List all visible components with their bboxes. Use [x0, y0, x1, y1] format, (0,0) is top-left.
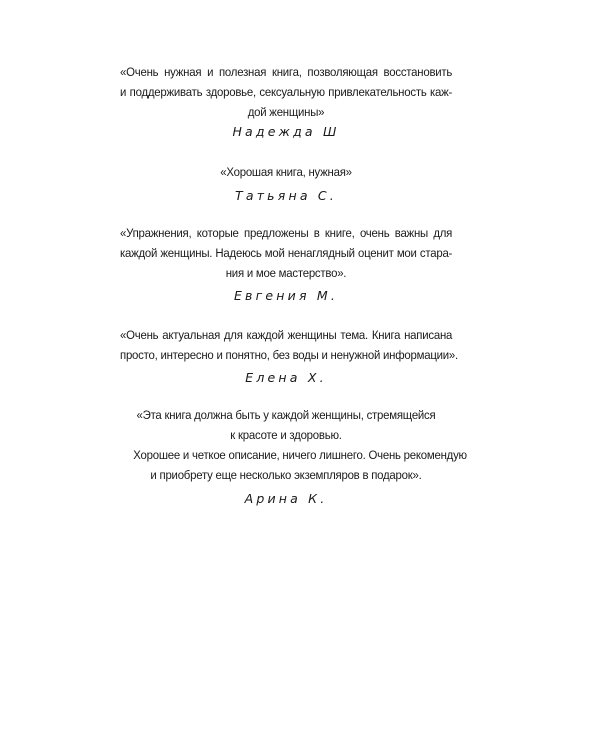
- testimonial-quote: [120, 405, 467, 485]
- testimonial-author: Евгения М.: [233, 288, 339, 303]
- quote-line: и поддерживать здоровье, сексуальную привлекательность каж-: [120, 85, 453, 99]
- testimonial-author: Елена Х.: [245, 370, 327, 385]
- quote-line: «Упражнения, которые предложены в книге, очень важны для: [120, 226, 453, 240]
- quote-line: к красоте и здоровью.: [230, 428, 342, 442]
- testimonial-author: Арина К.: [244, 491, 328, 506]
- testimonial-quote: [120, 325, 458, 365]
- testimonial-quote: [120, 223, 452, 283]
- quote-line: и приобрету еще несколько экземпляров в подарок».: [150, 468, 422, 482]
- quote-line: каждой женщины. Надеюсь мой ненаглядный оценит мои стара-: [120, 246, 453, 260]
- testimonial-author: Татьяна С.: [235, 188, 337, 203]
- testimonial-quote: [120, 162, 452, 182]
- quote-line: «Эта книга должна быть у каждой женщины, стремящейся: [136, 408, 436, 422]
- quote-line: дой женщины»: [247, 105, 325, 119]
- quote-line: просто, интересно и понятно, без воды и ненужной информации».: [120, 348, 458, 362]
- quote-line: «Очень нужная и полезная книга, позволяющая восстановить: [120, 65, 453, 79]
- quote-line: «Хорошая книга, нужная»: [220, 165, 352, 179]
- testimonial-quote: [120, 62, 452, 122]
- testimonial-author: Надежда Ш: [232, 124, 340, 139]
- quote-line: ния и мое мастерство».: [225, 266, 347, 280]
- quote-line: «Очень актуальная для каждой женщины тема. Книга написана: [120, 328, 453, 342]
- quote-line: Хорошее и четкое описание, ничего лишнего. Очень рекомендую: [133, 448, 467, 462]
